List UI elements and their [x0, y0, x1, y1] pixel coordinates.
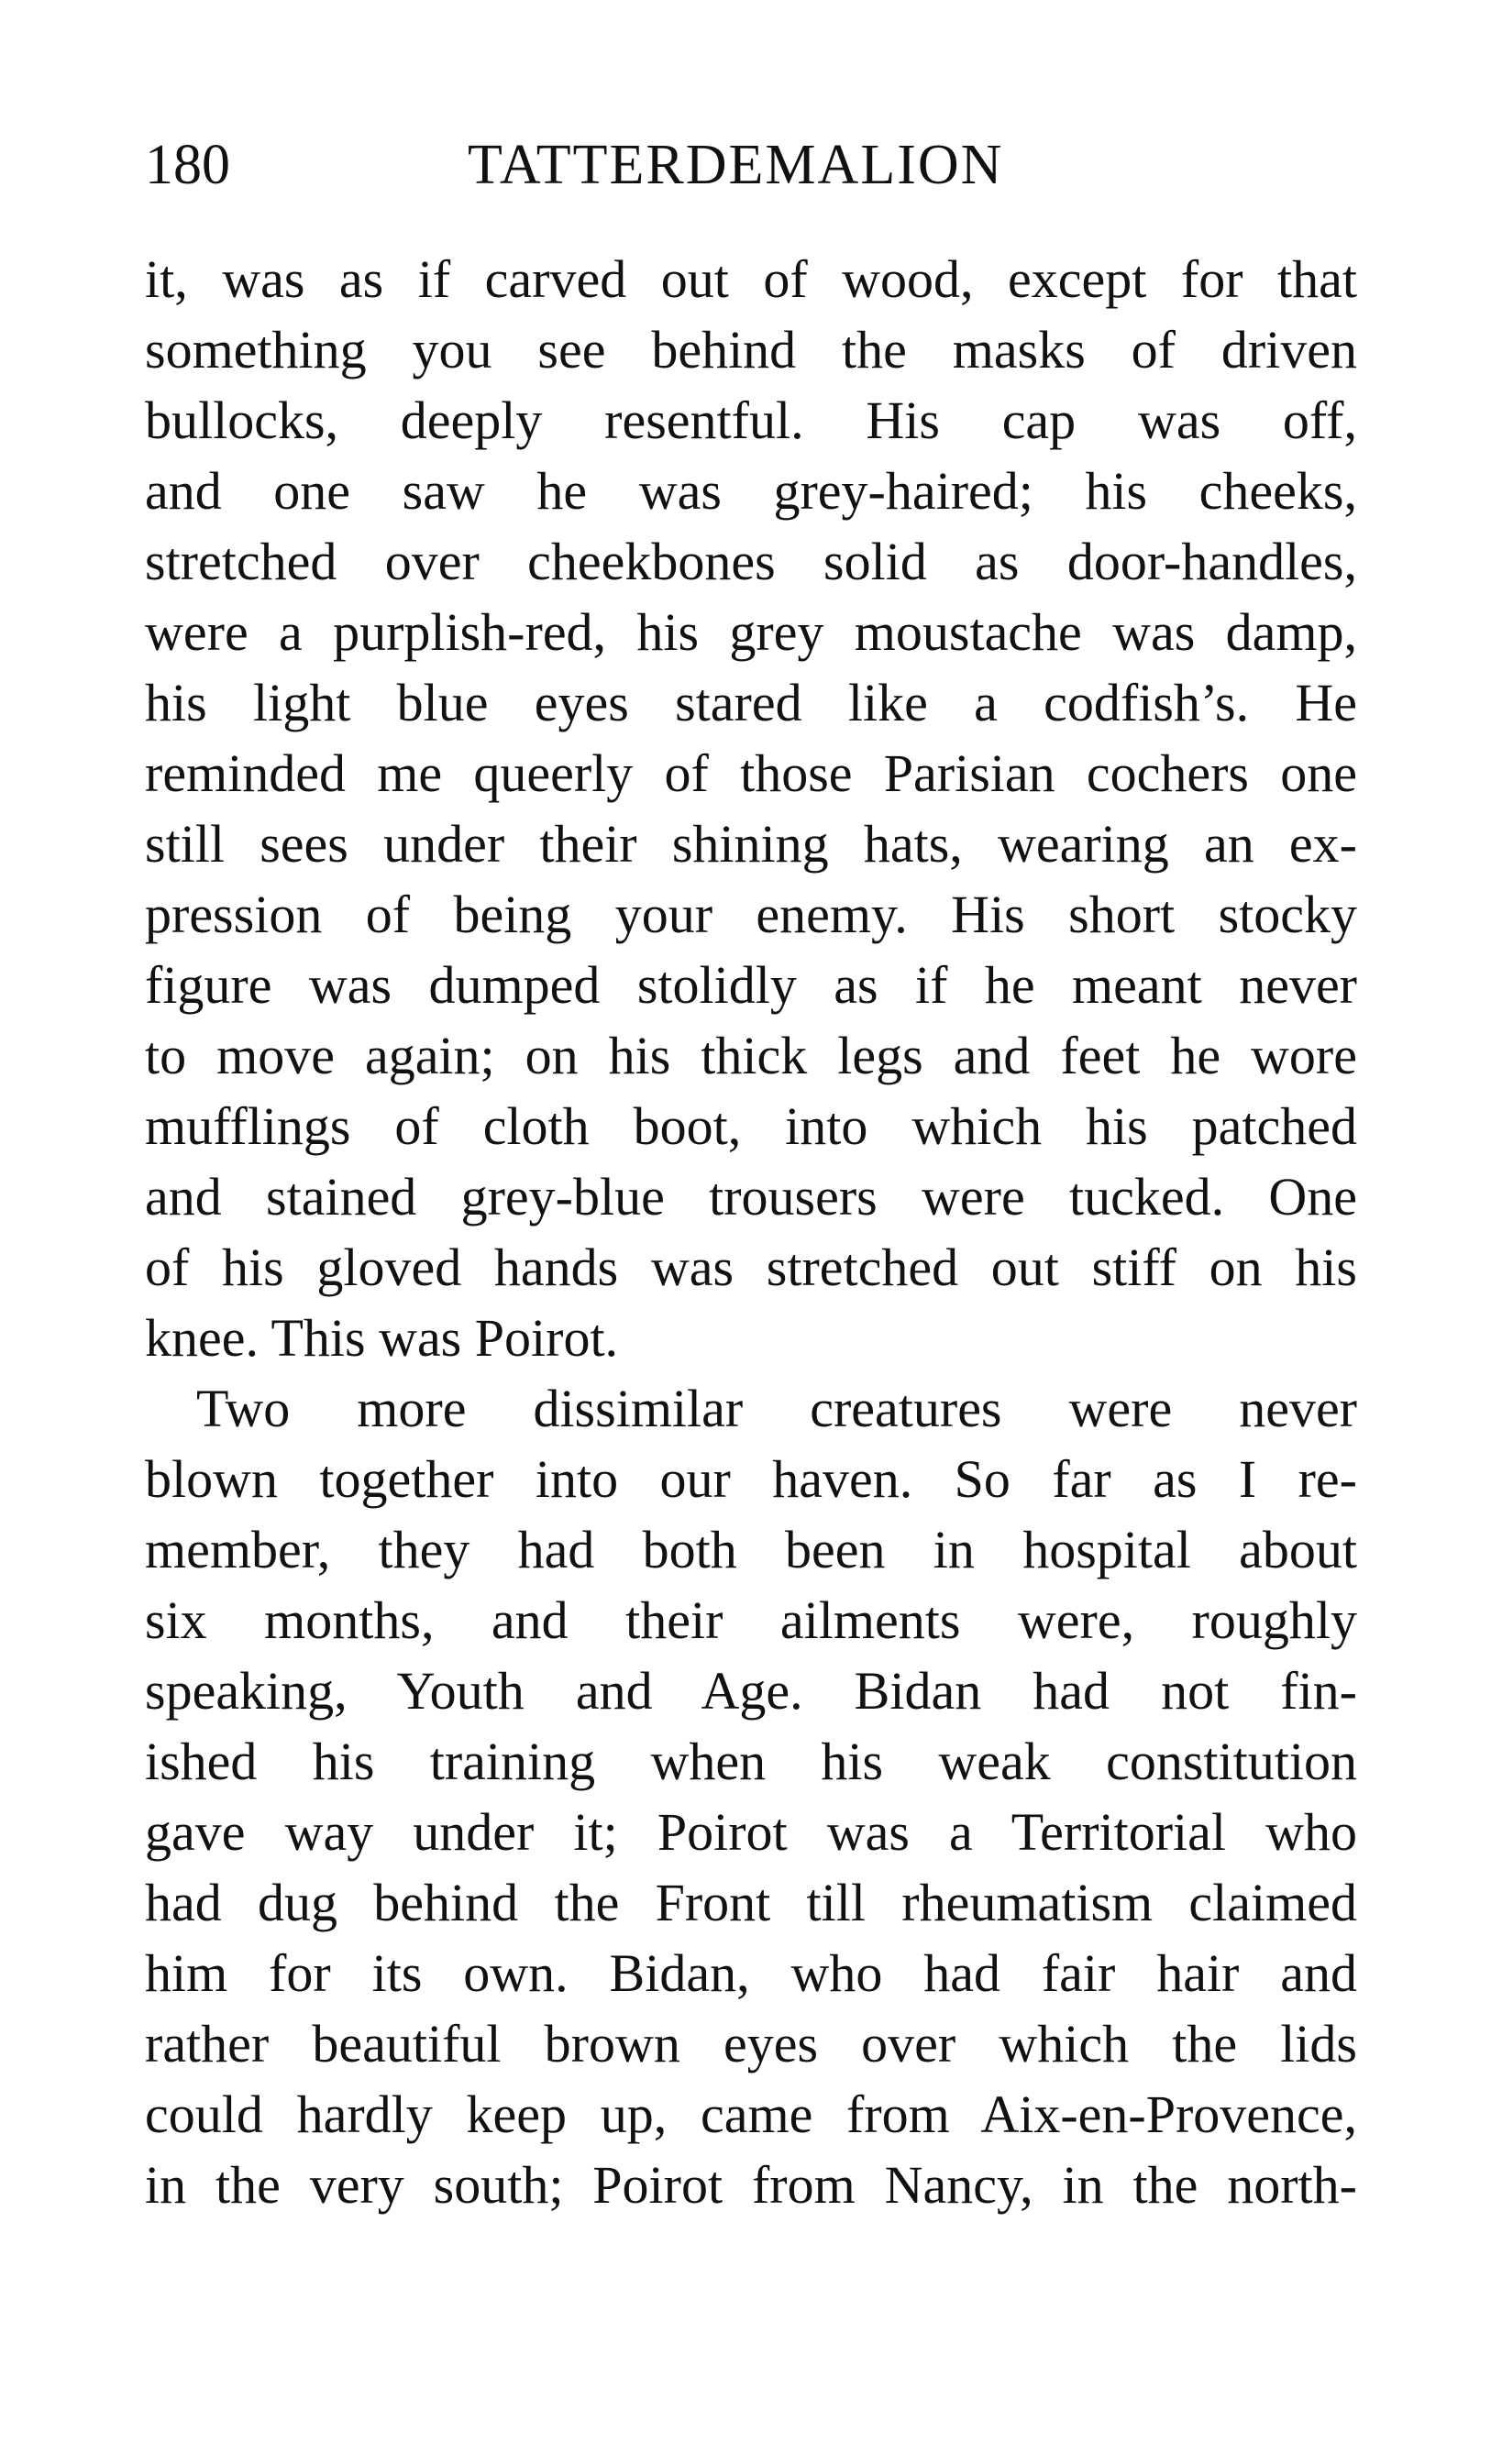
text-line: mufflings of cloth boot, into which his patched — [145, 1096, 1357, 1156]
text-line: gave way under it; Poirot was a Territorial who — [145, 1802, 1357, 1862]
text-line: ished his training when his weak constitution — [145, 1732, 1357, 1791]
text-line: something you see behind the masks of driven — [145, 320, 1357, 380]
text-line: reminded me queerly of those Parisian cochers one — [145, 743, 1357, 803]
text-line: still sees under their shining hats, wearing an ex- — [145, 814, 1357, 874]
text-line: speaking, Youth and Age. Bidan had not fin- — [145, 1661, 1357, 1721]
text-line: Two more dissimilar creatures were never — [196, 1379, 1357, 1438]
text-line: his light blue eyes stared like a codfish’s. He — [145, 673, 1357, 732]
text-line: to move again; on his thick legs and feet he wore — [145, 1026, 1357, 1085]
text-line: blown together into our haven. So far as I re- — [145, 1449, 1357, 1509]
text-line: bullocks, deeply resentful. His cap was off, — [145, 390, 1357, 450]
text-line: rather beautiful brown eyes over which the lids — [145, 2014, 1357, 2074]
page-number: 180 — [145, 134, 230, 196]
text-line: and stained grey-blue trousers were tucked. One — [145, 1167, 1357, 1226]
body-text — [145, 244, 1357, 2220]
text-line: knee. This was Poirot. — [145, 1308, 619, 1368]
text-line: figure was dumped stolidly as if he meant never — [145, 955, 1357, 1015]
running-head — [145, 128, 1357, 202]
text-line: him for its own. Bidan, who had fair hair and — [145, 1943, 1357, 2003]
text-line: were a purplish-red, his grey moustache was damp, — [145, 602, 1357, 662]
text-line: and one saw he was grey-haired; his cheeks, — [145, 461, 1357, 521]
text-line: it, was as if carved out of wood, except for that — [145, 249, 1357, 309]
text-line: pression of being your enemy. His short stocky — [145, 885, 1357, 944]
text-line: member, they had both been in hospital about — [145, 1520, 1357, 1579]
running-title: TATTERDEMALION — [468, 134, 1004, 196]
text-line: of his gloved hands was stretched out stiff on his — [145, 1238, 1357, 1297]
text-line: six months, and their ailments were, roughly — [145, 1590, 1357, 1650]
text-line: stretched over cheekbones solid as door-handles, — [145, 532, 1357, 591]
text-line: had dug behind the Front till rheumatism claimed — [145, 1873, 1357, 1932]
text-line: in the very south; Poirot from Nancy, in the north- — [145, 2155, 1357, 2215]
text-line: could hardly keep up, came from Aix-en-Provence, — [145, 2084, 1357, 2144]
